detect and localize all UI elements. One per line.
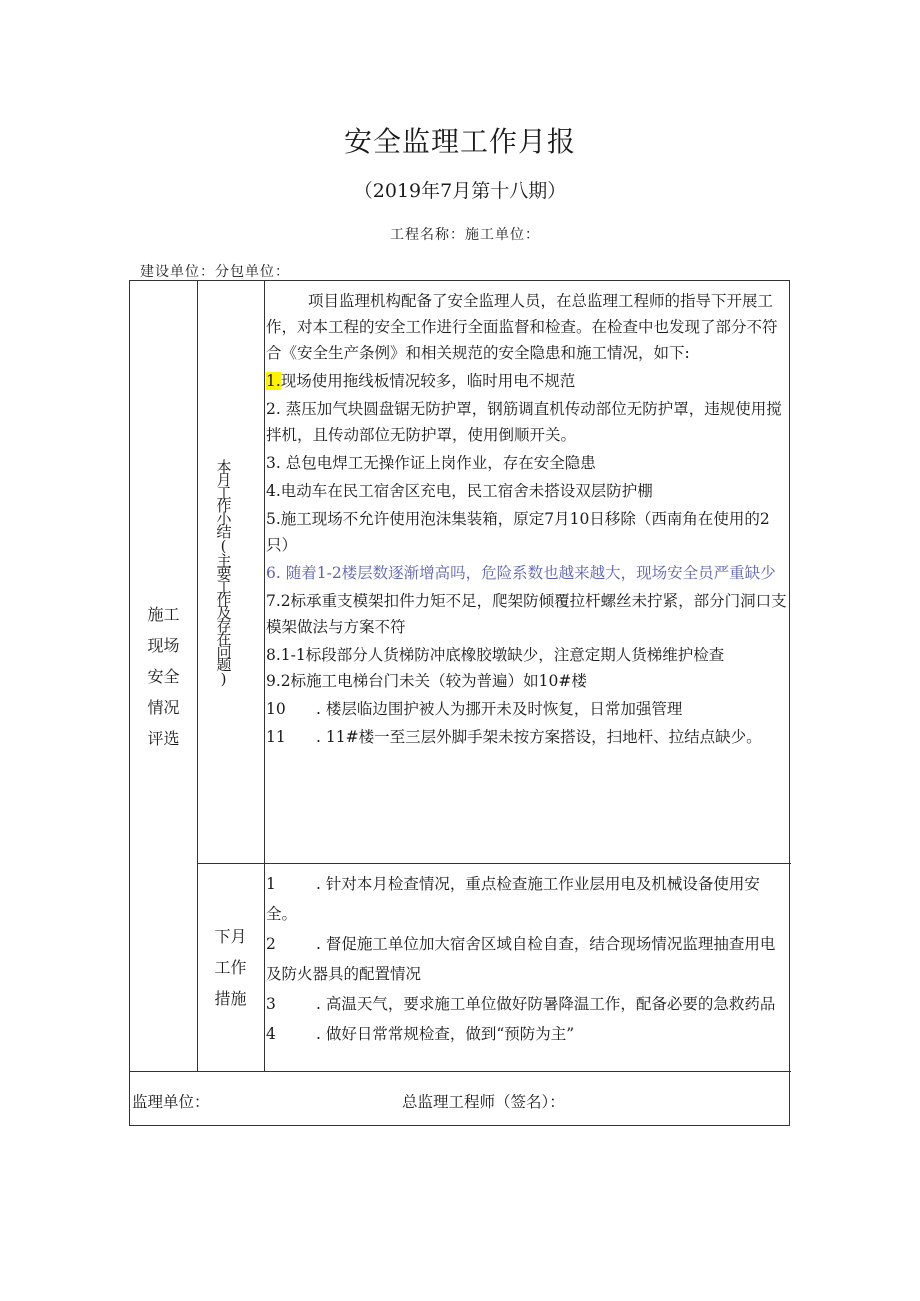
issue-item: 7.2标承重支模架扣件力矩不足，爬架防倾覆拉杆螺丝未拧紧，部分门洞口支模架做法与方案不符	[266, 592, 787, 636]
monthly-summary-content	[266, 288, 788, 750]
issue-item: 5.施工现场不允许使用泡沫集装箱，原定7月10日移除（西南角在使用的2只）	[266, 510, 770, 554]
monthly-summary-label: 本月工作小结(主要工作及存在问题)	[214, 458, 233, 686]
issue-text: 现场使用拖线板情况较多，临时用电不规范	[280, 372, 576, 390]
issue-text: . 11#楼一至三层外脚手架未按方案搭设，扫地杆、拉结点缺少。	[316, 728, 762, 746]
report-table	[129, 280, 790, 1126]
section-label-char: 安全	[147, 666, 180, 686]
summary-intro: 项目监理机构配备了安全监理人员，在总监理工程师的指导下开展工作，对本工程的安全工作进行全面监督和检查。在检查中也发现了部分不符合《安全生产条例》和相关规范的安全隐患和施工情况，如下:	[266, 292, 778, 362]
section-label-char: 评选	[147, 728, 180, 748]
divider	[264, 281, 265, 1071]
measure-number: 4	[266, 1025, 276, 1043]
highlighted-number: 1.	[266, 372, 281, 390]
section-label-char: 情况	[147, 697, 180, 717]
measure-text: . 针对本月检查情况，重点检查施工作业层用电及机械设备使用安全。	[266, 875, 760, 923]
chief-engineer-signature-label: 总监理工程师（签名）：	[402, 1093, 565, 1111]
measure-item	[266, 989, 788, 1019]
measure-number: 3	[266, 995, 276, 1013]
issue-item	[266, 696, 788, 722]
issue-number: 11	[266, 728, 286, 746]
issue-text: . 楼层临边围护被人为挪开未及时恢复，日常加强管理	[316, 700, 683, 718]
section-label-char: 现场	[147, 635, 180, 655]
monthly-summary-label-cell	[197, 281, 264, 863]
project-name-line: 工程名称：施工单位：	[390, 227, 540, 243]
next-label-line: 工作	[214, 957, 247, 977]
construction-unit-line: 建设单位：分包单位：	[140, 264, 290, 280]
issue-item: 3. 总包电焊工无操作证上岗作业，存在安全隐患	[266, 454, 596, 472]
measure-item	[266, 869, 788, 929]
measure-number: 1	[266, 875, 276, 893]
report-issue-period: （2019年7月第十八期）	[353, 180, 567, 202]
measure-item	[266, 929, 788, 989]
issue-item: 4.电动车在民工宿舍区充电，民工宿舍未搭设双层防护棚	[266, 482, 653, 500]
issue-item	[266, 724, 788, 750]
measure-text: . 做好日常常规检查，做到“预防为主”	[316, 1025, 575, 1043]
issue-item: 9.2标施工电梯台门未关（较为普遍）如10#楼	[266, 672, 587, 690]
section-label-char: 施工	[147, 604, 180, 624]
issue-number: 10	[266, 700, 286, 718]
supervisor-unit-label: 监理单位：	[132, 1093, 210, 1111]
measure-text: . 督促施工单位加大宿舍区域自检自查，结合现场情况监理抽查用电及防火器具的配置情况	[266, 935, 776, 983]
next-month-label	[197, 863, 264, 1071]
divider	[197, 863, 791, 864]
next-month-measures	[266, 869, 788, 1049]
report-title: 安全监理工作月报	[343, 125, 576, 158]
measure-text: . 高温天气，要求施工单位做好防暑降温工作，配备必要的急救药品	[316, 995, 776, 1013]
issue-item: 6. 随着1-2楼层数逐渐增高吗，危险系数也越来越大，现场安全员严重缺少	[266, 564, 776, 582]
issue-item: 2. 蒸压加气块圆盘锯无防护罩，钢筋调直机传动部位无防护罩，违规使用搅拌机，且传动部位无防护罩，使用倒顺开关。	[266, 400, 782, 444]
next-label-line: 下月	[214, 926, 247, 946]
signature-row	[130, 1072, 791, 1126]
issue-item: 8.1-1标段部分人货梯防冲底橡胶墩缺少，注意定期人货梯维护检查	[266, 646, 725, 664]
next-label-line: 措施	[214, 988, 247, 1008]
issue-item	[266, 368, 788, 394]
measure-number: 2	[266, 935, 276, 953]
section-label	[130, 281, 197, 1071]
measure-item	[266, 1019, 788, 1049]
